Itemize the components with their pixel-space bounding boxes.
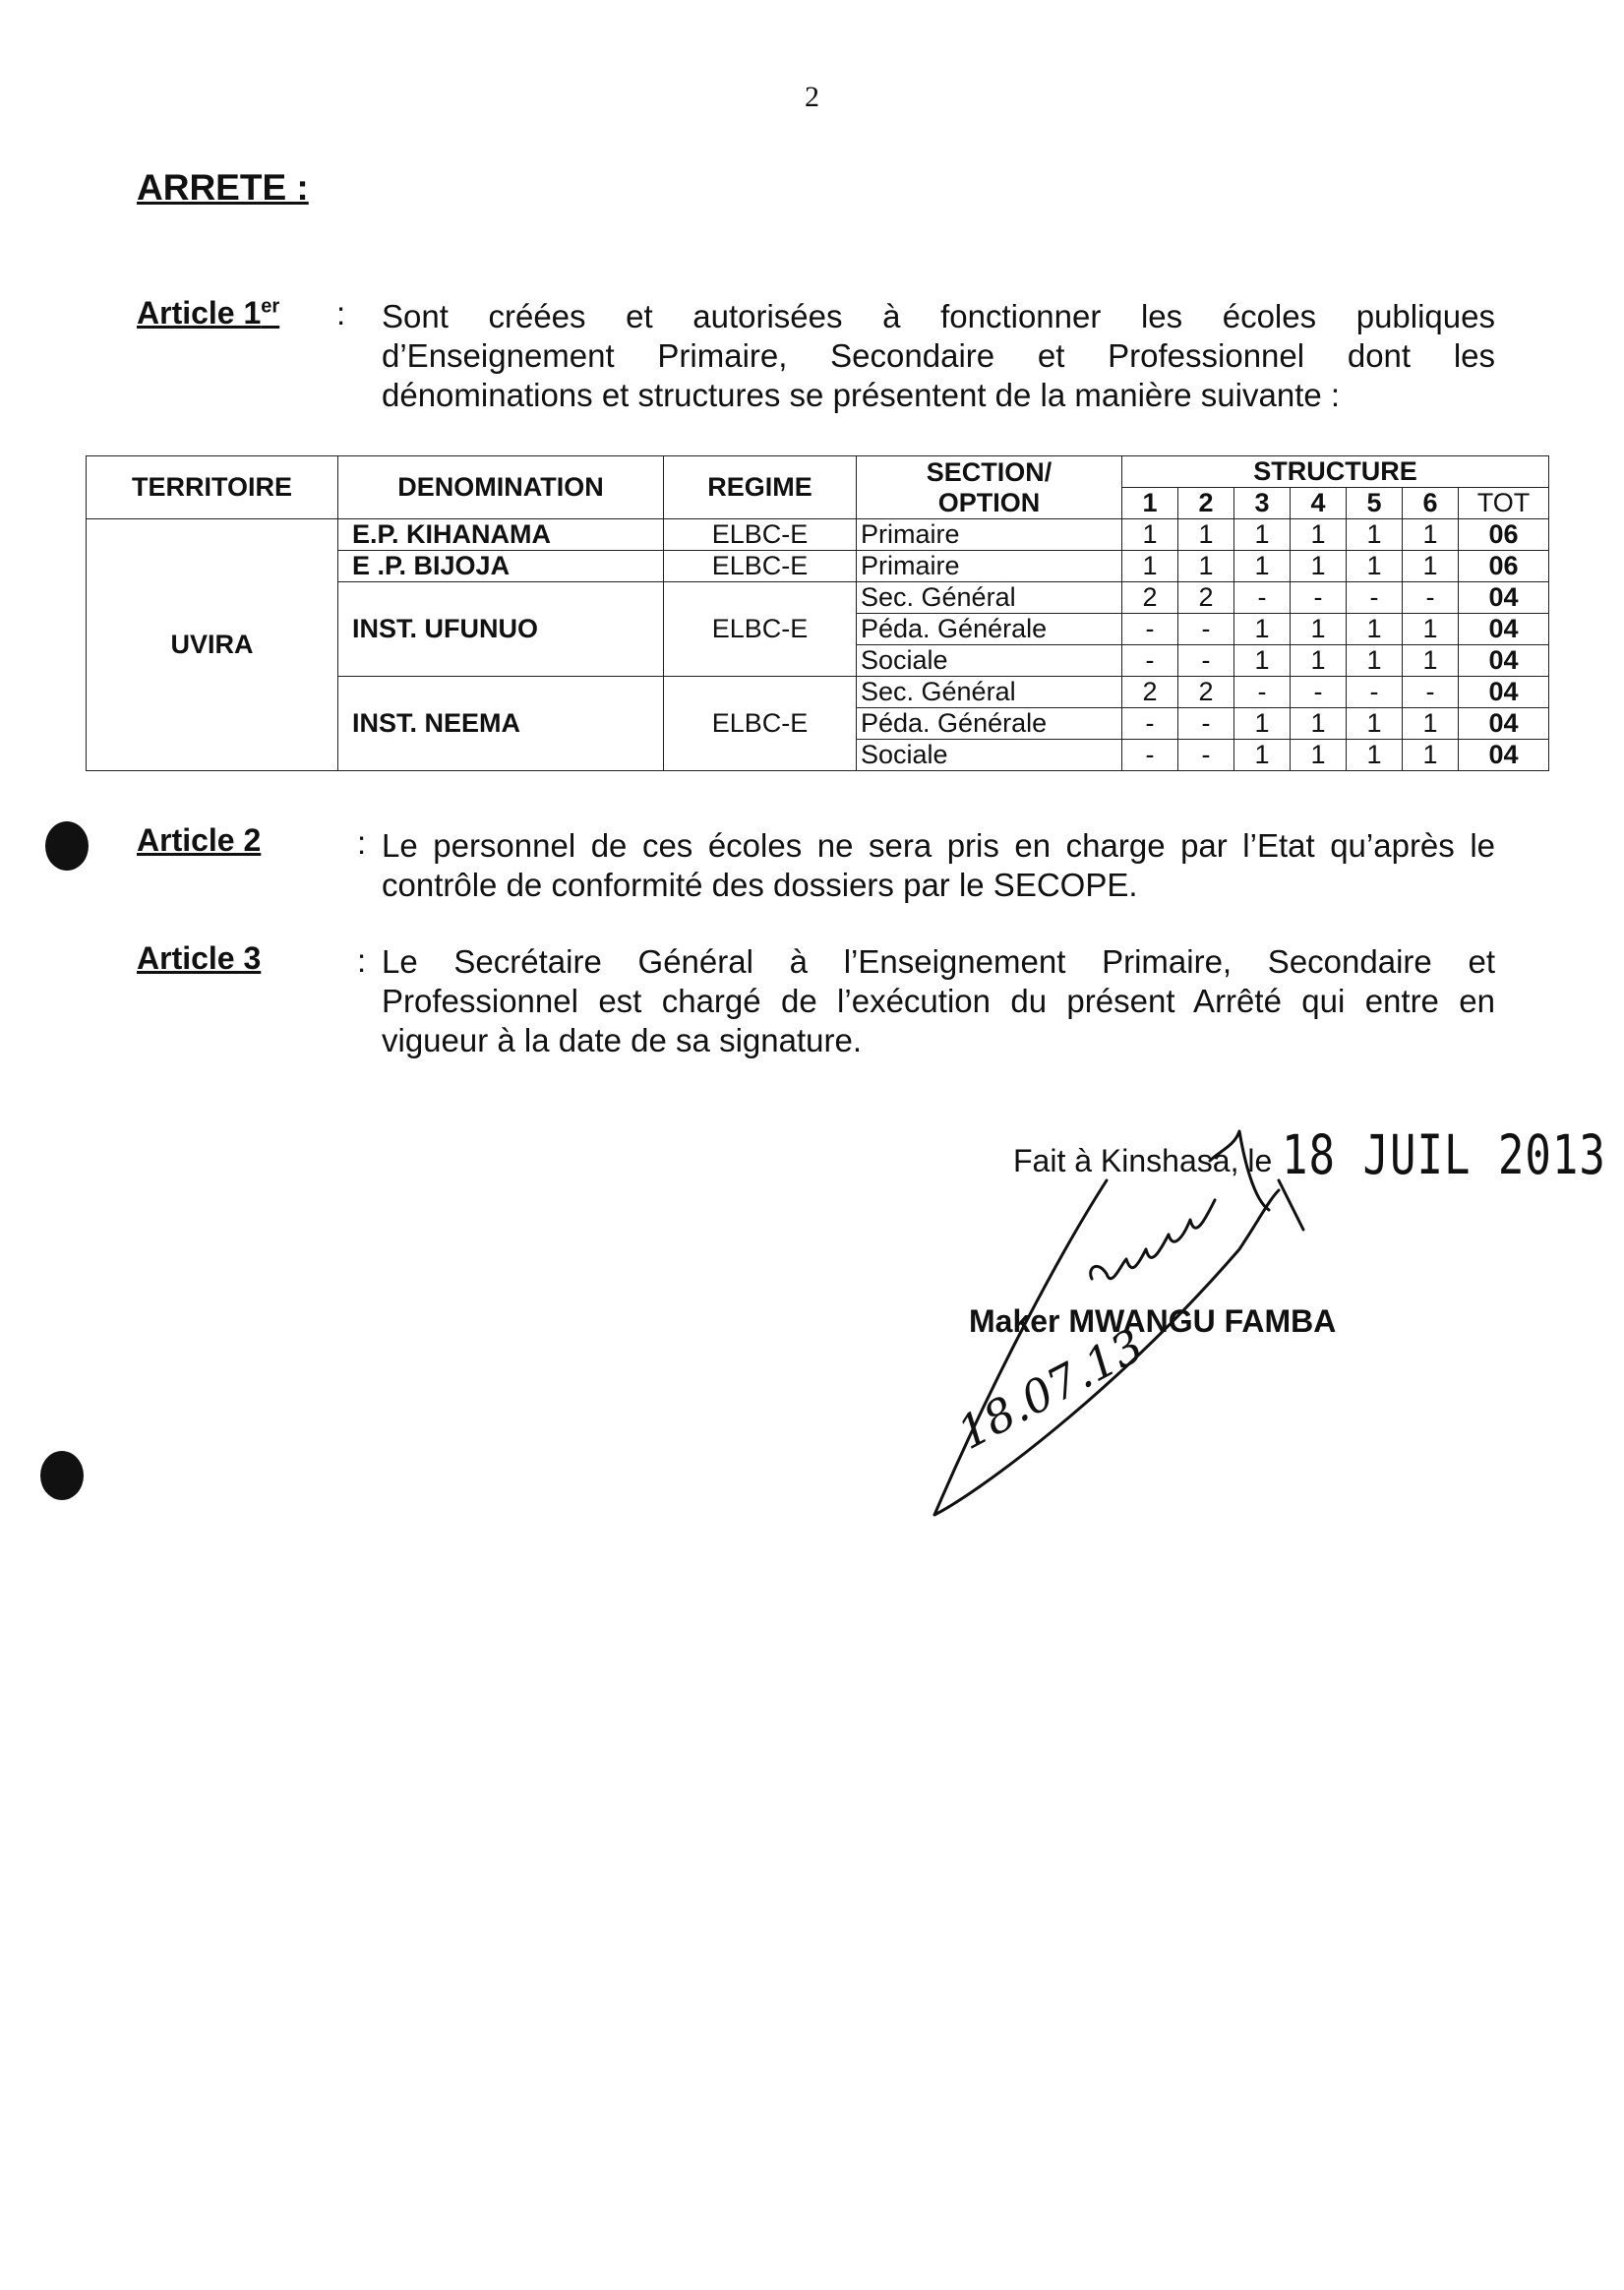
structure-cell: - <box>1403 677 1459 708</box>
structure-cell: 1 <box>1403 551 1459 582</box>
structure-cell: 1 <box>1234 551 1291 582</box>
header-denomination: DENOMINATION <box>338 456 664 519</box>
structure-cell: 2 <box>1178 677 1234 708</box>
article-1-superscript: er <box>261 295 280 318</box>
section-cell: Sec. Général <box>857 582 1122 614</box>
structure-cell: - <box>1122 708 1178 740</box>
signature-stroke <box>1279 1180 1303 1230</box>
header-option: OPTION <box>937 487 1041 517</box>
article-1-colon: : <box>336 295 346 331</box>
section-cell: Péda. Générale <box>857 708 1122 740</box>
structure-cell: 2 <box>1122 582 1178 614</box>
section-cell: Sec. Général <box>857 677 1122 708</box>
school-name: E.P. KIHANAMA <box>338 519 664 551</box>
school-name: INST. UFUNUO <box>338 582 664 677</box>
total-cell: 04 <box>1459 677 1549 708</box>
signer-name: Maker MWANGU FAMBA <box>969 1303 1337 1339</box>
structure-cell: - <box>1234 582 1291 614</box>
header-col-6: 6 <box>1403 488 1459 519</box>
handwritten-signature <box>915 1102 1377 1554</box>
structure-cell: 1 <box>1178 551 1234 582</box>
structure-cell: 1 <box>1234 614 1291 645</box>
structure-cell: 1 <box>1403 614 1459 645</box>
structure-cell: 1 <box>1122 519 1178 551</box>
document-heading: ARRETE : <box>137 167 309 208</box>
header-col-1: 1 <box>1122 488 1178 519</box>
binder-hole-mark <box>45 821 89 871</box>
school-name: INST. NEEMA <box>338 677 664 771</box>
stamp-date: 18 JUIL 2013 <box>1282 1124 1606 1187</box>
article-1-line: d’Enseignement Primaire, Secondaire et Professionnel dont les <box>382 337 1495 374</box>
structure-cell: 1 <box>1403 708 1459 740</box>
signature-stroke <box>1210 1131 1269 1210</box>
structure-cell: - <box>1122 740 1178 771</box>
place-and-date-label: Fait à Kinshasa, le <box>1013 1143 1273 1178</box>
table-header-row <box>87 456 1549 488</box>
structure-cell: - <box>1122 645 1178 677</box>
total-cell: 06 <box>1459 551 1549 582</box>
structure-cell: 1 <box>1291 708 1347 740</box>
structure-cell: 1 <box>1403 740 1459 771</box>
article-2-label: Article 2 <box>137 822 262 858</box>
header-col-3: 3 <box>1234 488 1291 519</box>
page-number: 2 <box>805 81 819 113</box>
structure-cell: - <box>1178 740 1234 771</box>
article-1-text <box>382 297 1495 415</box>
structure-cell: - <box>1347 677 1403 708</box>
structure-cell: - <box>1291 677 1347 708</box>
section-cell: Primaire <box>857 551 1122 582</box>
structure-cell: - <box>1347 582 1403 614</box>
article-2-line: contrôle de conformité des dossiers par le SECOPE. <box>382 867 1138 903</box>
handwritten-date: 18.07.13 <box>948 1318 1152 1460</box>
structure-cell: 1 <box>1178 519 1234 551</box>
structure-cell: 1 <box>1291 614 1347 645</box>
article-3-label: Article 3 <box>137 940 262 976</box>
structure-cell: - <box>1178 645 1234 677</box>
binder-hole-mark <box>40 1451 84 1500</box>
article-1-line: dénominations et structures se présentent de la manière suivante : <box>382 377 1341 413</box>
article-3-line: Le Secrétaire Général à l’Enseignement Primaire, Secondaire et <box>382 943 1495 980</box>
table-row <box>87 519 1549 551</box>
structure-cell: 1 <box>1347 519 1403 551</box>
total-cell: 04 <box>1459 708 1549 740</box>
total-cell: 04 <box>1459 740 1549 771</box>
school-regime: ELBC-E <box>664 582 857 677</box>
structure-cell: 1 <box>1122 551 1178 582</box>
article-1-label <box>137 295 279 331</box>
article-1-label-text: Article 1 <box>137 295 262 331</box>
territoire-cell: UVIRA <box>87 519 338 771</box>
structure-cell: 1 <box>1403 519 1459 551</box>
header-structure: STRUCTURE <box>1122 456 1549 488</box>
structure-cell: 1 <box>1347 740 1403 771</box>
structure-cell: 1 <box>1347 614 1403 645</box>
header-section-option <box>857 456 1122 519</box>
school-regime: ELBC-E <box>664 677 857 771</box>
structure-cell: 1 <box>1347 551 1403 582</box>
structure-cell: 1 <box>1291 519 1347 551</box>
total-cell: 04 <box>1459 645 1549 677</box>
school-regime: ELBC-E <box>664 551 857 582</box>
header-col-2: 2 <box>1178 488 1234 519</box>
structure-cell: 1 <box>1291 645 1347 677</box>
header-regime: REGIME <box>664 456 857 519</box>
school-name: E .P. BIJOJA <box>338 551 664 582</box>
total-cell: 06 <box>1459 519 1549 551</box>
article-3-line: Professionnel est chargé de l’exécution du présent Arrêté qui entre en <box>382 983 1495 1019</box>
structure-cell: - <box>1122 614 1178 645</box>
structure-cell: - <box>1291 582 1347 614</box>
total-cell: 04 <box>1459 582 1549 614</box>
section-cell: Sociale <box>857 645 1122 677</box>
structure-cell: 1 <box>1347 645 1403 677</box>
article-3-colon: : <box>357 942 367 979</box>
section-cell: Sociale <box>857 740 1122 771</box>
structure-cell: 1 <box>1291 551 1347 582</box>
structure-cell: 1 <box>1291 740 1347 771</box>
structure-cell: 1 <box>1234 740 1291 771</box>
signature-stroke <box>1091 1200 1215 1279</box>
section-cell: Primaire <box>857 519 1122 551</box>
header-col-5: 5 <box>1347 488 1403 519</box>
article-2-colon: : <box>357 824 367 861</box>
structure-cell: 1 <box>1234 645 1291 677</box>
article-2-text <box>382 826 1495 905</box>
structure-cell: - <box>1178 708 1234 740</box>
structure-cell: 1 <box>1234 708 1291 740</box>
structure-cell: - <box>1234 677 1291 708</box>
structure-cell: 2 <box>1178 582 1234 614</box>
article-3-text <box>382 942 1495 1060</box>
header-col-tot: TOT <box>1459 488 1549 519</box>
article-2-line: Le personnel de ces écoles ne sera pris en charge par l’Etat qu’après le <box>382 827 1495 864</box>
structure-cell: 2 <box>1122 677 1178 708</box>
header-territoire: TERRITOIRE <box>87 456 338 519</box>
school-regime: ELBC-E <box>664 519 857 551</box>
header-section: SECTION/ <box>926 456 1053 487</box>
structure-cell: - <box>1403 582 1459 614</box>
section-cell: Péda. Générale <box>857 614 1122 645</box>
structure-cell: 1 <box>1347 708 1403 740</box>
article-1-line: Sont créées et autorisées à fonctionner les écoles publiques <box>382 298 1495 334</box>
structure-cell: 1 <box>1403 645 1459 677</box>
article-3-line: vigueur à la date de sa signature. <box>382 1022 862 1058</box>
header-col-4: 4 <box>1291 488 1347 519</box>
structure-cell: 1 <box>1234 519 1291 551</box>
structure-cell: - <box>1178 614 1234 645</box>
schools-structure-table <box>86 455 1549 771</box>
total-cell: 04 <box>1459 614 1549 645</box>
